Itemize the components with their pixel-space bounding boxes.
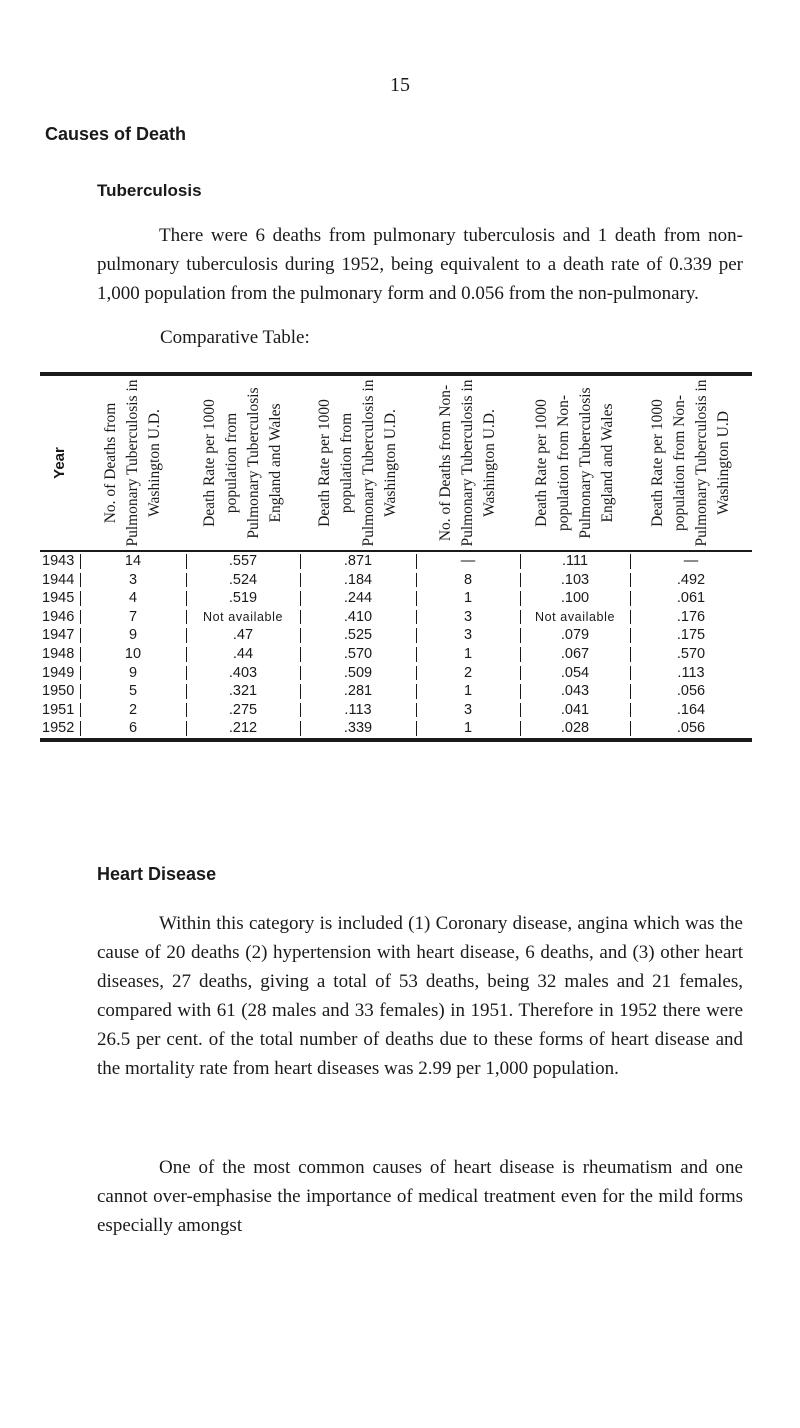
table-bottom-rule (40, 738, 752, 742)
cell-pulmonary-deaths: 7 (80, 608, 186, 627)
cell-non-pulmonary-rate-washington: .570 (630, 645, 752, 664)
cell-pulmonary-rate-england: .403 (186, 664, 300, 683)
cell-pulmonary-rate-england: .519 (186, 589, 300, 608)
cell-non-pulmonary-rate-england: .041 (520, 701, 630, 720)
table-header-row (40, 376, 752, 550)
cell-non-pulmonary-rate-england: .079 (520, 626, 630, 645)
cell-pulmonary-rate-washington: .525 (300, 626, 416, 645)
cell-non-pulmonary-rate-washington: — (630, 552, 752, 571)
cell-non-pulmonary-rate-england: .100 (520, 589, 630, 608)
header-non-pulmonary-rate-england: Death Rate per 1000 population from Non-Pulmonary Tuberculosis England and Wales (533, 387, 616, 539)
section-title: Causes of Death (45, 124, 187, 144)
cell-pulmonary-deaths: 10 (80, 645, 186, 664)
header-pulmonary-deaths: No. of Deaths from Pulmonary Tuberculosis in Washington U.D. (102, 379, 163, 547)
cell-non-pulmonary-rate-washington: .056 (630, 719, 752, 738)
cell-non-pulmonary-rate-england: .111 (520, 552, 630, 571)
cell-non-pulmonary-deaths: 3 (416, 701, 520, 720)
header-year: Year (51, 447, 68, 479)
cell-pulmonary-rate-england: .47 (186, 626, 300, 645)
header-non-pulmonary-rate-washington: Death Rate per 1000 population from Non-Pulmonary Tuberculosis in Washington U.D (649, 379, 732, 547)
cell-pulmonary-rate-washington: .509 (300, 664, 416, 683)
heart-disease-paragraph-2: One of the most common causes of heart disease is rheumatism and one cannot over-emphasise the importance of medical treatment even for the mild forms especially amongst (97, 1157, 743, 1236)
table-row (40, 589, 752, 608)
cell-pulmonary-rate-england: .557 (186, 552, 300, 571)
cell-pulmonary-rate-washington: .570 (300, 645, 416, 664)
cell-year: 1949 (42, 664, 75, 681)
cell-non-pulmonary-deaths: 2 (416, 664, 520, 683)
cell-non-pulmonary-deaths: 8 (416, 571, 520, 590)
cell-non-pulmonary-deaths: 1 (416, 682, 520, 701)
heart-disease-heading: Heart Disease (97, 864, 217, 884)
cell-pulmonary-rate-england: .321 (186, 682, 300, 701)
cell-non-pulmonary-rate-england: .043 (520, 682, 630, 701)
table-row (40, 645, 752, 664)
cell-year: 1948 (42, 645, 75, 662)
cell-non-pulmonary-rate-washington: .056 (630, 682, 752, 701)
cell-pulmonary-rate-washington: .339 (300, 719, 416, 738)
cell-pulmonary-rate-washington: .184 (300, 571, 416, 590)
cell-pulmonary-rate-england: .275 (186, 701, 300, 720)
cell-non-pulmonary-deaths: 3 (416, 626, 520, 645)
cell-year: 1945 (42, 590, 75, 607)
cell-pulmonary-deaths: 9 (80, 626, 186, 645)
cell-non-pulmonary-rate-england: Not available (520, 608, 630, 627)
cell-non-pulmonary-rate-england: .054 (520, 664, 630, 683)
cell-non-pulmonary-deaths: — (416, 552, 520, 571)
header-pulmonary-rate-washington: Death Rate per 1000 population from Pulmonary Tuberculosis in Washington U.D. (316, 379, 399, 547)
cell-pulmonary-rate-washington: .871 (300, 552, 416, 571)
header-non-pulmonary-deaths: No. of Deaths from Non-Pulmonary Tuberculosis in Washington U.D. (437, 379, 498, 547)
cell-non-pulmonary-rate-england: .067 (520, 645, 630, 664)
tuberculosis-paragraph: There were 6 deaths from pulmonary tuberculosis and 1 death from non-pulmonary tuberculosis during 1952, being equivalent to a death rate of 0.339 per 1,000 population from the pulmonary form and 0.056 from the non-pulmonary. (97, 225, 743, 304)
cell-non-pulmonary-rate-washington: .061 (630, 589, 752, 608)
cell-non-pulmonary-rate-washington: .113 (630, 664, 752, 683)
cell-non-pulmonary-deaths: 1 (416, 645, 520, 664)
page-number: 15 (390, 74, 410, 96)
heart-disease-paragraph-1: Within this category is included (1) Coronary disease, angina which was the cause of 20 deaths (2) hypertension with heart disease, 6 deaths, and (3) other heart diseases, 27 deaths, giving a total of 53 deaths, being 32 males and 21 females, compared with 61 (28 males and 33 females) in 1951. Therefore in 1952 there were 26.5 per cent. of the total number of deaths due to these forms of heart disease and the mortality rate from heart diseases was 2.99 per 1,000 population. (97, 913, 743, 1079)
cell-pulmonary-rate-england: .44 (186, 645, 300, 664)
table-row (40, 701, 752, 720)
cell-year: 1946 (42, 608, 75, 625)
table-row (40, 719, 752, 738)
cell-non-pulmonary-deaths: 1 (416, 589, 520, 608)
table-row (40, 571, 752, 590)
cell-year: 1951 (42, 701, 75, 718)
cell-pulmonary-deaths: 2 (80, 701, 186, 720)
cell-year: 1943 (42, 553, 75, 569)
cell-pulmonary-deaths: 14 (80, 552, 186, 571)
table-body (40, 552, 752, 738)
cell-pulmonary-rate-washington: .113 (300, 701, 416, 720)
cell-pulmonary-deaths: 3 (80, 571, 186, 590)
table-row (40, 552, 752, 571)
cell-non-pulmonary-rate-england: .103 (520, 571, 630, 590)
cell-year: 1950 (42, 683, 75, 700)
tuberculosis-heading: Tuberculosis (97, 181, 202, 200)
cell-pulmonary-deaths: 5 (80, 682, 186, 701)
cell-pulmonary-deaths: 6 (80, 719, 186, 738)
table-row (40, 626, 752, 645)
table-row (40, 608, 752, 627)
cell-pulmonary-deaths: 9 (80, 664, 186, 683)
cell-non-pulmonary-rate-washington: .175 (630, 626, 752, 645)
cell-pulmonary-rate-washington: .244 (300, 589, 416, 608)
table-row (40, 664, 752, 683)
cell-non-pulmonary-rate-washington: .164 (630, 701, 752, 720)
cell-pulmonary-rate-england: .212 (186, 719, 300, 738)
cell-non-pulmonary-rate-washington: .492 (630, 571, 752, 590)
cell-year: 1947 (42, 627, 75, 644)
cell-non-pulmonary-rate-england: .028 (520, 719, 630, 738)
cell-pulmonary-rate-england: .524 (186, 571, 300, 590)
cell-year: 1952 (42, 720, 75, 737)
comparative-table (40, 372, 752, 742)
header-pulmonary-rate-england: Death Rate per 1000 population from Pulmonary Tuberculosis England and Wales (201, 387, 284, 539)
cell-pulmonary-rate-england: Not available (186, 608, 300, 627)
cell-pulmonary-rate-washington: .281 (300, 682, 416, 701)
cell-year: 1944 (42, 571, 75, 588)
table-row (40, 682, 752, 701)
cell-non-pulmonary-deaths: 1 (416, 719, 520, 738)
cell-pulmonary-deaths: 4 (80, 589, 186, 608)
cell-pulmonary-rate-washington: .410 (300, 608, 416, 627)
cell-non-pulmonary-rate-washington: .176 (630, 608, 752, 627)
cell-non-pulmonary-deaths: 3 (416, 608, 520, 627)
comparative-table-label: Comparative Table: (160, 327, 310, 348)
